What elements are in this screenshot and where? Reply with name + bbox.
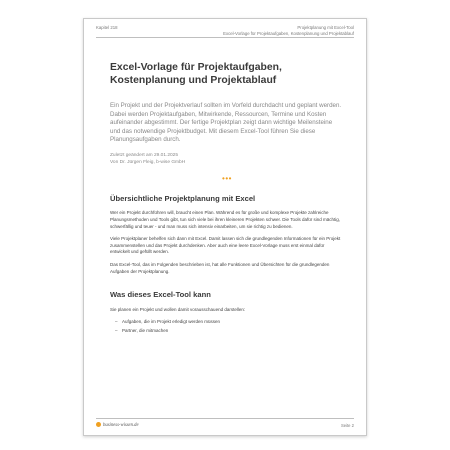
page-footer [96, 422, 354, 430]
article-meta [110, 152, 344, 166]
list-item [115, 318, 344, 326]
article-lead: Ein Projekt und der Projektverlauf sollten im Vorfeld durchdacht und geplant werden. Dabei werden Projektaufgaben, Mitwirkende, Ressourcen, Termine und Kosten aufeinander abgestimmt. Der fertige Projektplan zeigt dann wichtige Meilensteine und das notwendige Projektbudget. Mit diesem Excel-Tool führen Sie diese Planungsaufgaben durch. [110, 102, 342, 144]
section-separator: ••• [222, 173, 232, 183]
paragraph: Sie planen ein Projekt und wollen damit vorausschauend darstellen: [110, 306, 246, 312]
list-item [115, 327, 344, 335]
page-number: Seite 2 [340, 423, 354, 428]
list-item-text: Partner, die mitmachen [122, 327, 169, 333]
footer-divider [96, 418, 354, 419]
section-heading-overview: Übersichtliche Projektplanung mit Excel [110, 193, 256, 203]
header-article-title: Excel-Vorlage für Projektaufgaben, Kostenplanung und Projektablauf [223, 30, 354, 36]
brand-logo-text: business-wissen.de [103, 423, 139, 428]
document-page [83, 18, 367, 436]
paragraph: Viele Projektplaner behelfen sich dann mit Excel. Damit lassen sich die grundlegenden Informationen für ein Projekt zusammenstellen und das Projekt durchdenken. Aber auch eine leere Excel-Vorlage muss erst einmal dafür entwickelt und gefüllt werden. [110, 236, 341, 255]
chapter-label: Kapitel 218 [96, 25, 118, 30]
bullet-marker: – [115, 319, 118, 325]
bullet-marker: – [115, 327, 118, 333]
paragraph: Wer ein Projekt durchführen will, braucht einen Plan. Während es für große und komplexe Projekte zahlreiche Planungsmethoden und Tools gibt, tun sich viele bei ihren kleineren Projekten schwer. Die Tools dafür sind mächtig, schwerfällig und teuer - und man muss sich intensiv einarbeiten, um sie richtig zu bedienen. [110, 210, 340, 229]
author-line: Von Dr. Jürgen Fleig, b-wise GmbH [110, 159, 186, 165]
feature-list [110, 318, 344, 334]
section-heading-features: Was dieses Excel-Tool kann [110, 290, 211, 300]
header-right [223, 25, 354, 36]
article-body [110, 61, 344, 335]
header-divider [96, 37, 354, 38]
brand-logo [96, 422, 139, 429]
paragraph: Das Excel-Tool, das im Folgenden beschrieben ist, hat alle Funktionen und Übersichten für die grundlegenden Aufgaben der Projektplanung. [110, 262, 330, 274]
logo-dot-icon [96, 422, 101, 427]
updated-date: Zuletzt geändert am 29.01.2025 [110, 152, 179, 158]
list-item-text: Aufgaben, die im Projekt erledigt werden müssen [122, 319, 221, 325]
article-title: Excel-Vorlage für Projektaufgaben, Kostenplanung und Projektablauf [110, 62, 282, 86]
header-topic: Projektplanung mit Excel-Tool [297, 25, 354, 30]
